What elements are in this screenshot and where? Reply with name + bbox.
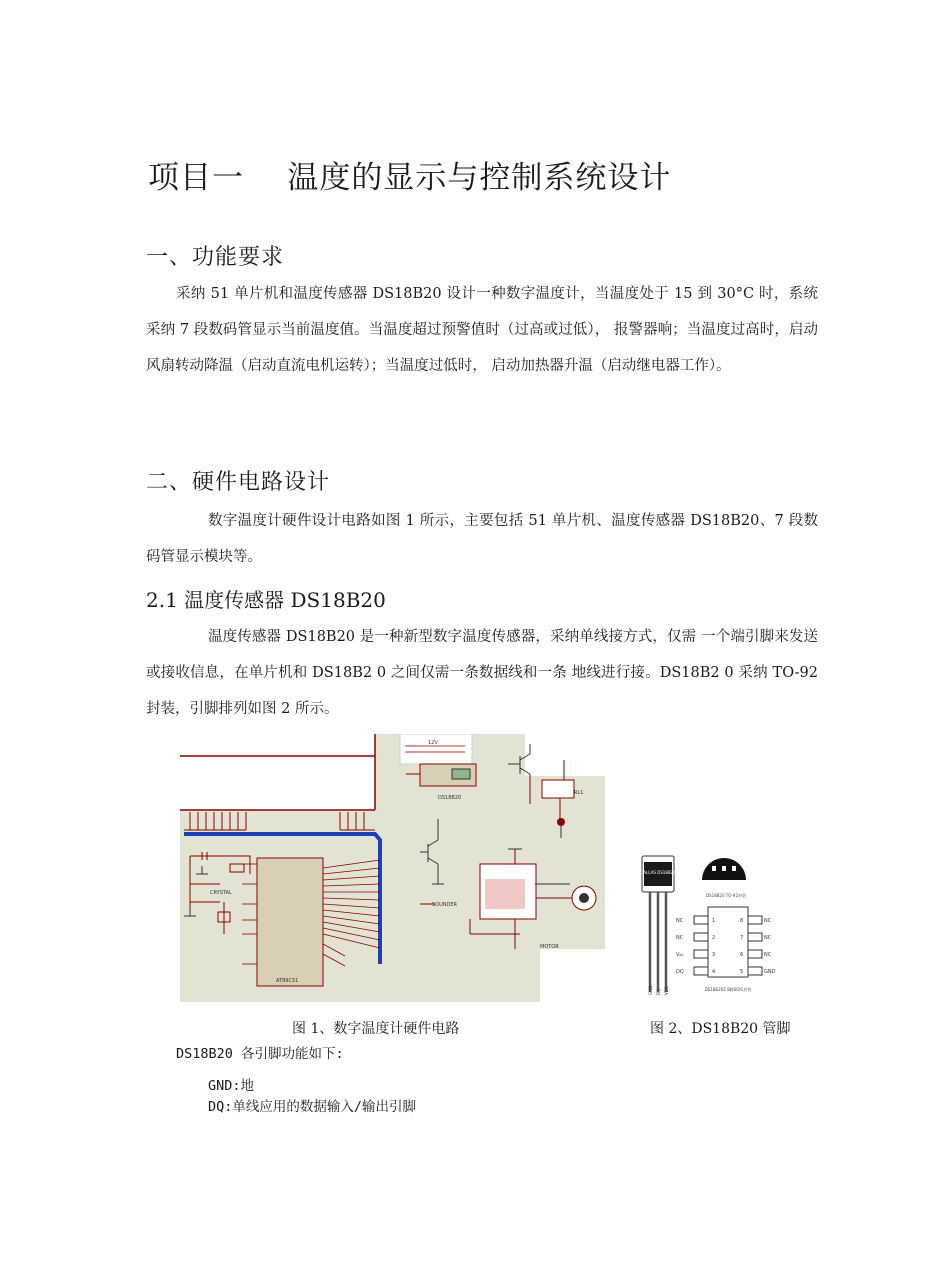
buzzer-label: SOUNDER [432, 902, 457, 908]
paragraph-hardware: 数字温度计硬件设计电路如图 1 所示，主要包括 51 单片机、温度传感器 DS18B20、7 段数码管显示模块等。 [146, 513, 818, 565]
crystal-label: CRYSTAL [210, 890, 232, 896]
package-top-label: DS18B20 TO-92封装 [705, 893, 747, 898]
pin-num-2: 2 [712, 935, 716, 941]
pin-num-8: 8 [740, 918, 744, 924]
figure-circuit-schematic [180, 734, 605, 1002]
pin-function-intro: DS18B20 各引脚功能如下: [176, 1046, 344, 1062]
lead-label-dq: DQ [656, 988, 661, 995]
figure2-caption: 图 2、DS18B20 管脚 [650, 1021, 791, 1037]
pin-num-7: 7 [740, 935, 744, 941]
pin-function-gnd: GND:地 [208, 1078, 255, 1094]
package-bottom-label: DS18B20Z 8脚SOIC封装 [704, 987, 752, 992]
pin-left-3: V₀₀ [676, 952, 684, 958]
mcu-label: AT89C51 [276, 978, 299, 984]
pin-num-1: 1 [712, 918, 716, 924]
pin-num-6: 6 [740, 952, 744, 958]
figure-ds18b20-pinout [638, 850, 784, 998]
pin-left-1: NC [676, 918, 684, 924]
pin-function-dq: DQ:单线应用的数据输入/输出引脚 [208, 1099, 417, 1115]
pin-right-7: NC [764, 935, 772, 941]
pin-right-6: NC [764, 952, 772, 958]
section-heading-ds18b20: 2.1 温度传感器 DS18B20 [146, 588, 386, 612]
page-title: 项目一 温度的显示与控制系统设计 [148, 160, 672, 196]
pin-num-5: 5 [740, 969, 744, 975]
ds18b20-pinout-image [638, 850, 784, 998]
pin-num-3: 3 [712, 952, 716, 958]
lead-label-vdd: VDD [664, 986, 669, 995]
paragraph-requirements: 采纳 51 单片机和温度传感器 DS18B20 设计一种数字温度计，当温度处于 15 到 30°C 时，系统采纳 7 段数码管显示当前温度值。当温度超过预警值时（过高或过低）， 报警器响；当温度过高时，启动风扇转动降温（启动直流电机运转）；当温度过低时， 启动加热器升温（启动继电器工作）。 [146, 286, 818, 374]
relay-label: RL1 [574, 790, 584, 796]
motor-label: MOTOR [540, 944, 559, 950]
voltage-label: 12V [428, 740, 438, 746]
sensor-label: DS18B20 [438, 795, 462, 801]
pin-num-4: 4 [712, 969, 716, 975]
figure1-caption: 图 1、数字温度计硬件电路 [292, 1021, 460, 1037]
section-heading-hardware: 二、硬件电路设计 [146, 470, 331, 495]
pin-left-4: DQ [676, 969, 684, 975]
pin-right-8: NC [764, 918, 772, 924]
pin-right-5: GND [764, 969, 776, 975]
chip-label: DALLAS DS18B20 [640, 870, 676, 875]
paragraph-ds18b20: 温度传感器 DS18B20 是一种新型数字温度传感器，采纳单线接方式，仅需 一个端引脚来发送或接收信息，在单片机和 DS18B2 0 之间仅需一条数据线和一条 地线进行接。DS18B2 0 采纳 TO-92 封装，引脚排列如图 2 所示。 [146, 629, 818, 717]
lead-label-gnd: GND [648, 985, 653, 995]
section-heading-requirements: 一、功能要求 [146, 245, 285, 270]
circuit-schematic-image [180, 734, 605, 1002]
pin-left-2: NC [676, 935, 684, 941]
